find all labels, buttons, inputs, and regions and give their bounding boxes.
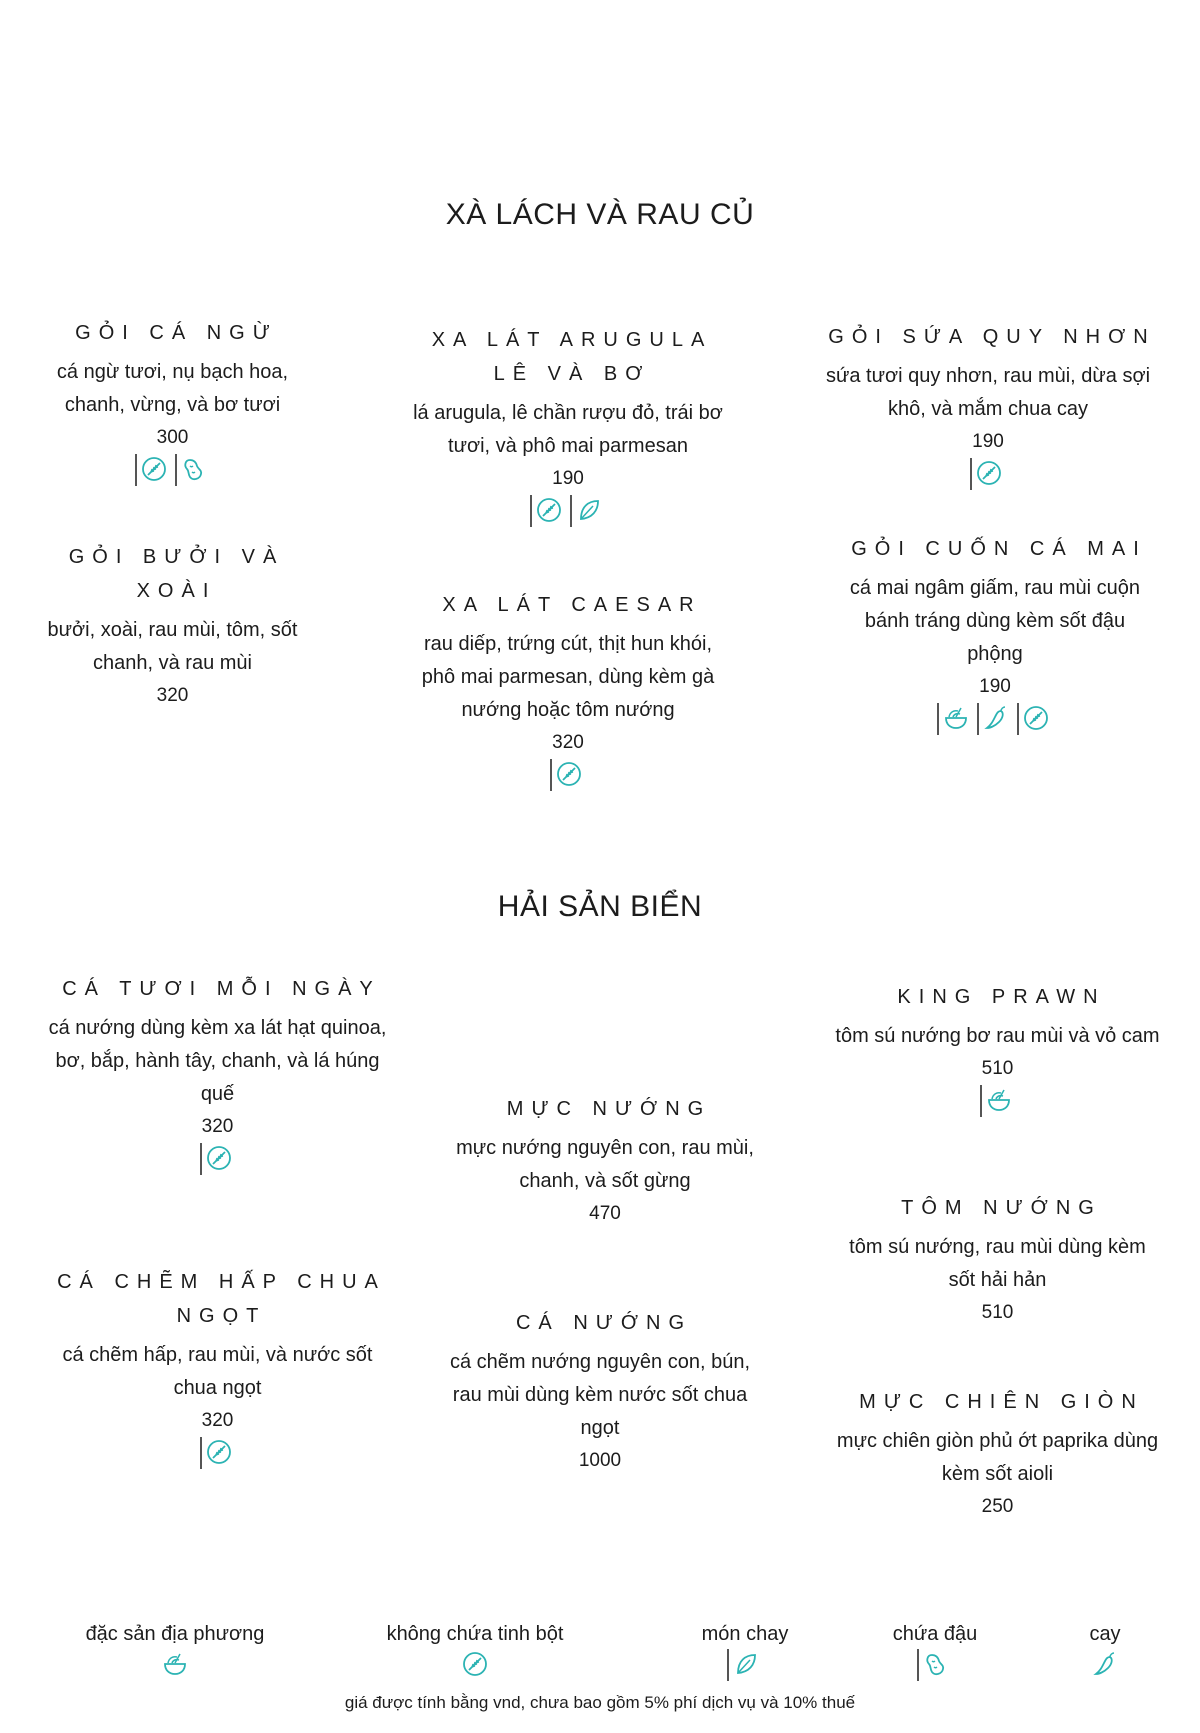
gluten-free-icon bbox=[1017, 703, 1053, 735]
item-price: 510 bbox=[981, 1302, 1014, 1323]
legend-label: cay bbox=[1089, 1623, 1121, 1645]
item-price: 250 bbox=[981, 1496, 1014, 1517]
diet-icons bbox=[418, 757, 718, 793]
diet-icons bbox=[45, 1435, 390, 1471]
item-price: 190 bbox=[979, 676, 1011, 697]
menu-item bbox=[818, 320, 1158, 492]
legend-icon bbox=[660, 1648, 830, 1682]
gluten-free-icon bbox=[550, 759, 586, 791]
item-description: bưởi, xoài, rau mùi, tôm, sốt chanh, và rau mùi bbox=[47, 619, 298, 674]
item-name: MỰC NƯỚNG bbox=[506, 1098, 712, 1120]
menu-item bbox=[450, 1092, 760, 1228]
item-name: MỰC CHIÊN GIÒN bbox=[859, 1391, 1144, 1413]
peanut-icon bbox=[175, 454, 211, 486]
legend-icon bbox=[860, 1648, 1010, 1682]
item-price: 1000 bbox=[578, 1450, 622, 1471]
item-description: cá ngừ tươi, nụ bạch hoa, chanh, vừng, và bơ tươi bbox=[56, 361, 289, 416]
item-description: mực chiên giòn phủ ớt paprika dùng kèm sốt aioli bbox=[836, 1430, 1159, 1485]
legend-item bbox=[60, 1620, 290, 1682]
diet-icons bbox=[408, 493, 728, 529]
local-specialty-icon bbox=[980, 1085, 1016, 1117]
legend-label: món chay bbox=[701, 1623, 789, 1645]
legend-item bbox=[660, 1620, 830, 1682]
item-price: 510 bbox=[981, 1058, 1014, 1079]
item-description: tôm sú nướng, rau mùi dùng kèm sốt hải hản bbox=[849, 1236, 1146, 1291]
menu-item bbox=[445, 1306, 755, 1475]
diet-icons bbox=[45, 1141, 390, 1177]
menu-item bbox=[835, 1191, 1160, 1327]
legend-icon bbox=[360, 1648, 590, 1682]
item-description: cá chẽm nướng nguyên con, bún, rau mùi dùng kèm nước sốt chua ngọt bbox=[449, 1351, 751, 1439]
item-price: 190 bbox=[972, 431, 1004, 452]
vegetarian-leaf-icon bbox=[570, 495, 606, 527]
diet-icons bbox=[835, 701, 1155, 737]
menu-item bbox=[835, 980, 1160, 1119]
legend-item bbox=[1040, 1620, 1170, 1682]
item-price: 320 bbox=[552, 732, 584, 753]
price-footnote: giá được tính bằng vnd, chưa bao gồm 5% phí dịch vụ và 10% thuế bbox=[344, 1693, 856, 1712]
legend-label: chứa đậu bbox=[892, 1623, 978, 1645]
gluten-free-icon bbox=[458, 1649, 492, 1681]
diet-legend bbox=[0, 1620, 1200, 1690]
diet-icons bbox=[835, 1083, 1160, 1119]
chili-icon bbox=[1088, 1649, 1122, 1681]
menu-item bbox=[45, 972, 390, 1177]
item-description: mực nướng nguyên con, rau mùi, chanh, và sốt gừng bbox=[456, 1137, 754, 1192]
legend-icon bbox=[1040, 1648, 1170, 1682]
item-description: cá mai ngâm giấm, rau mùi cuộn bánh tráng dùng kèm sốt đậu phộng bbox=[849, 577, 1141, 665]
item-description: tôm sú nướng bơ rau mùi và vỏ cam bbox=[835, 1025, 1160, 1047]
item-name: TÔM NƯỚNG bbox=[901, 1197, 1102, 1219]
peanut-icon bbox=[917, 1649, 953, 1681]
menu-item bbox=[45, 1265, 390, 1471]
item-description: sứa tươi quy nhơn, rau mùi, dừa sợi khô, và mắm chua cay bbox=[825, 365, 1151, 420]
item-name: XA LÁT ARUGULA LÊ VÀ BƠ bbox=[431, 329, 713, 385]
item-name: GỎI CÁ NGỪ bbox=[75, 322, 278, 344]
menu-item bbox=[418, 588, 718, 793]
legend-label: không chứa tinh bột bbox=[386, 1623, 564, 1645]
item-description: rau diếp, trứng cút, thịt hun khói, phô mai parmesan, dùng kèm gà nướng hoặc tôm nướng bbox=[421, 633, 715, 721]
item-price: 470 bbox=[589, 1203, 621, 1224]
item-price: 300 bbox=[156, 427, 189, 448]
item-price: 320 bbox=[201, 1410, 234, 1431]
local-specialty-icon bbox=[937, 703, 973, 735]
chili-icon bbox=[977, 703, 1013, 735]
salads-section-title: XÀ LÁCH VÀ RAU CỦ bbox=[445, 198, 755, 231]
seafood-section-title: HẢI SẢN BIỂN bbox=[497, 890, 703, 923]
diet-icons bbox=[30, 452, 315, 488]
gluten-free-icon bbox=[200, 1143, 236, 1175]
diet-icons bbox=[818, 456, 1158, 492]
item-description: cá nướng dùng kèm xa lát hạt quinoa, bơ, bắp, hành tây, chanh, và lá húng quế bbox=[48, 1017, 387, 1105]
item-name: GỎI CUỐN CÁ MAI bbox=[851, 538, 1147, 560]
menu-item bbox=[835, 532, 1155, 737]
legend-item bbox=[860, 1620, 1010, 1682]
legend-item bbox=[360, 1620, 590, 1682]
item-name: GỎI SỨA QUY NHƠN bbox=[828, 326, 1156, 348]
item-price: 320 bbox=[156, 685, 189, 706]
menu-item bbox=[408, 323, 728, 529]
menu-item bbox=[30, 316, 315, 488]
item-name: CÁ CHẼM HẤP CHUA NGỌT bbox=[57, 1271, 386, 1327]
gluten-free-icon bbox=[970, 458, 1006, 490]
gluten-free-icon bbox=[200, 1437, 236, 1469]
item-description: cá chẽm hấp, rau mùi, và nước sốt chua ngọt bbox=[62, 1344, 373, 1399]
menu-item bbox=[835, 1385, 1160, 1521]
item-name: KING PRAWN bbox=[897, 986, 1106, 1008]
vegetarian-leaf-icon bbox=[727, 1649, 763, 1681]
item-name: CÁ TƯƠI MỖI NGÀY bbox=[62, 978, 381, 1000]
item-price: 320 bbox=[201, 1116, 234, 1137]
item-description: lá arugula, lê chần rượu đỏ, trái bơ tươi, và phô mai parmesan bbox=[413, 402, 723, 457]
menu-item bbox=[20, 540, 325, 710]
gluten-free-icon bbox=[135, 454, 171, 486]
item-price: 190 bbox=[552, 468, 584, 489]
gluten-free-icon bbox=[530, 495, 566, 527]
legend-icon bbox=[60, 1648, 290, 1682]
local-specialty-icon bbox=[158, 1649, 192, 1681]
item-name: GỎI BƯỞI VÀ XOÀI bbox=[68, 546, 285, 602]
legend-label: đặc sản địa phương bbox=[85, 1623, 265, 1645]
item-name: XA LÁT CAESAR bbox=[442, 594, 702, 616]
item-name: CÁ NƯỚNG bbox=[515, 1312, 692, 1334]
